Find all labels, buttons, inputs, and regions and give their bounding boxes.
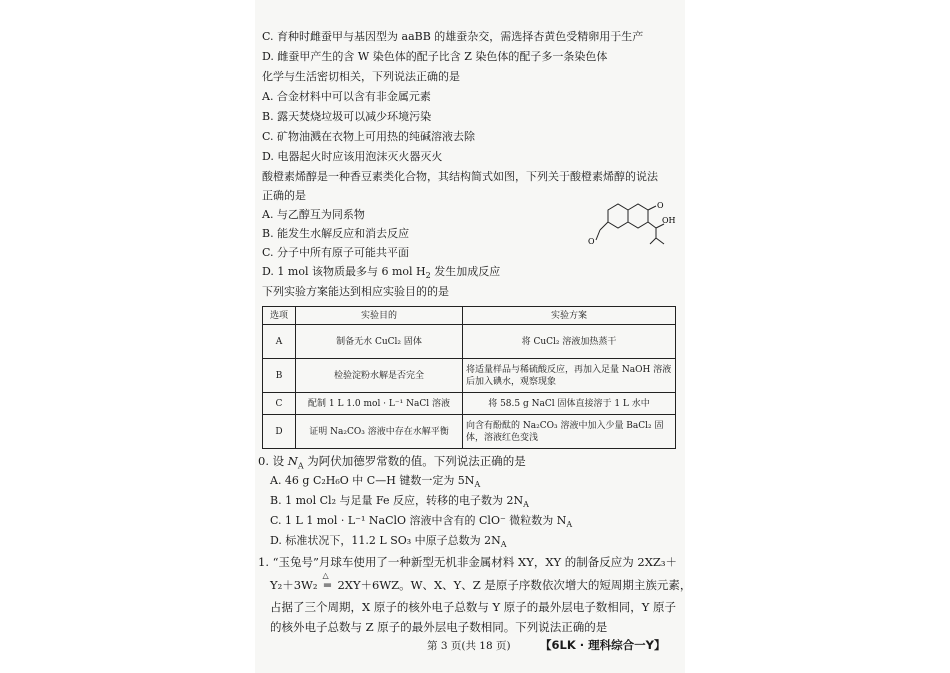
question-9: 下列实验方案能达到相应实验目的的是	[262, 285, 449, 298]
reaction-arrow: △ ═	[322, 571, 331, 592]
exam-tag: 【6LK · 理科综合一Y】	[540, 638, 666, 652]
text-line: Y₂＋3W₂ △ ═ 2XY＋6WZ。W、X、Y、Z 是原子序数依次增大的短周期主族元素，	[270, 571, 692, 592]
option: C. 分子中所有原子可能共平面	[262, 246, 410, 259]
table-header: 实验方案	[463, 307, 676, 325]
experiment-table	[262, 306, 676, 449]
option: D. 电器起火时应该用泡沫灭火器灭火	[262, 150, 443, 163]
table-header-row	[263, 307, 676, 325]
question-11: 1. “玉兔号”月球车使用了一种新型无机非金属材料 XY，XY 的制备反应为 2XZ₃＋	[258, 555, 678, 569]
table-row	[263, 359, 676, 393]
question-7: 化学与生活密切相关，下列说法正确的是	[262, 70, 460, 83]
methoxy-label: O	[657, 201, 664, 210]
option: C. 矿物油溅在衣物上可用热的纯碱溶液去除	[262, 130, 476, 143]
text-line: 占据了三个周期，X 原子的核外电子总数与 Y 原子的最外层电子数相同，Y 原子	[270, 600, 676, 614]
carbonyl-label: O	[588, 237, 595, 246]
plan-cell: 向含有酚酞的 Na₂CO₃ 溶液中加入少量 BaCl₂ 固体，溶液红色变浅	[463, 415, 676, 449]
option-cell: C	[263, 393, 296, 415]
goal-cell: 检验淀粉水解是否完全	[296, 359, 463, 393]
option-cell: D	[263, 415, 296, 449]
option-cell: A	[263, 325, 296, 359]
table-header: 选项	[263, 307, 296, 325]
plan-cell: 将 CuCl₂ 溶液加热蒸干	[463, 325, 676, 359]
goal-cell: 制备无水 CuCl₂ 固体	[296, 325, 463, 359]
goal-cell: 证明 Na₂CO₃ 溶液中存在水解平衡	[296, 415, 463, 449]
molecule-structure	[586, 198, 676, 250]
page-number: 第 3 页(共 18 页)	[427, 640, 511, 652]
option-cell: B	[263, 359, 296, 393]
table-row	[263, 325, 676, 359]
option: A. 合金材料中可以含有非金属元素	[262, 90, 431, 103]
option: B. 能发生水解反应和消去反应	[262, 227, 410, 240]
option: D. 1 mol 该物质最多与 6 mol $H_2$ 发生加成反应	[262, 265, 501, 281]
option: D. 标准状况下，11.2 L SO₃ 中原子总数为 $2N_A$	[270, 534, 507, 550]
text-line: 正确的是	[262, 189, 306, 202]
question-8: 酸橙素烯醇是一种香豆素类化合物，其结构简式如图，下列关于酸橙素烯醇的说法	[262, 170, 658, 183]
text-line: 的核外电子总数与 Z 原子的最外层电子数相同。下列说法正确的是	[270, 620, 608, 634]
option: B. 露天焚烧垃圾可以减少环境污染	[262, 110, 432, 123]
table-header: 实验目的	[296, 307, 463, 325]
goal-cell: 配制 1 L 1.0 mol · L⁻¹ NaCl 溶液	[296, 393, 463, 415]
table-row	[263, 393, 676, 415]
question-10: 0. 设 $N_A$ 为阿伏加德罗常数的值。下列说法正确的是	[258, 454, 526, 471]
option: A. 与乙醇互为同系物	[262, 208, 365, 221]
option: B. 1 mol Cl₂ 与足量 Fe 反应，转移的电子数为 $2N_A$	[270, 494, 529, 510]
table-row	[263, 415, 676, 449]
option: A. 46 g C₂H₆O 中 C—H 键数一定为 $5N_A$	[270, 474, 481, 490]
option: C. 1 L 1 mol · L⁻¹ NaClO 溶液中含有的 ClO⁻ 微粒数为 $N_A$	[270, 514, 573, 530]
text-line: D. 雌蚕甲产生的含 W 染色体的配子比含 Z 染色体的配子多一条染色体	[262, 50, 608, 63]
oh-label: OH	[662, 216, 676, 225]
plan-cell: 将适量样品与稀硫酸反应，再加入足量 NaOH 溶液后加入碘水，观察现象	[463, 359, 676, 393]
plan-cell: 将 58.5 g NaCl 固体直接溶于 1 L 水中	[463, 393, 676, 415]
text-line: C. 育种时雌蚕甲与基因型为 aaBB 的雄蚕杂交，需选择杏黄色受精卵用于生产	[262, 30, 644, 43]
